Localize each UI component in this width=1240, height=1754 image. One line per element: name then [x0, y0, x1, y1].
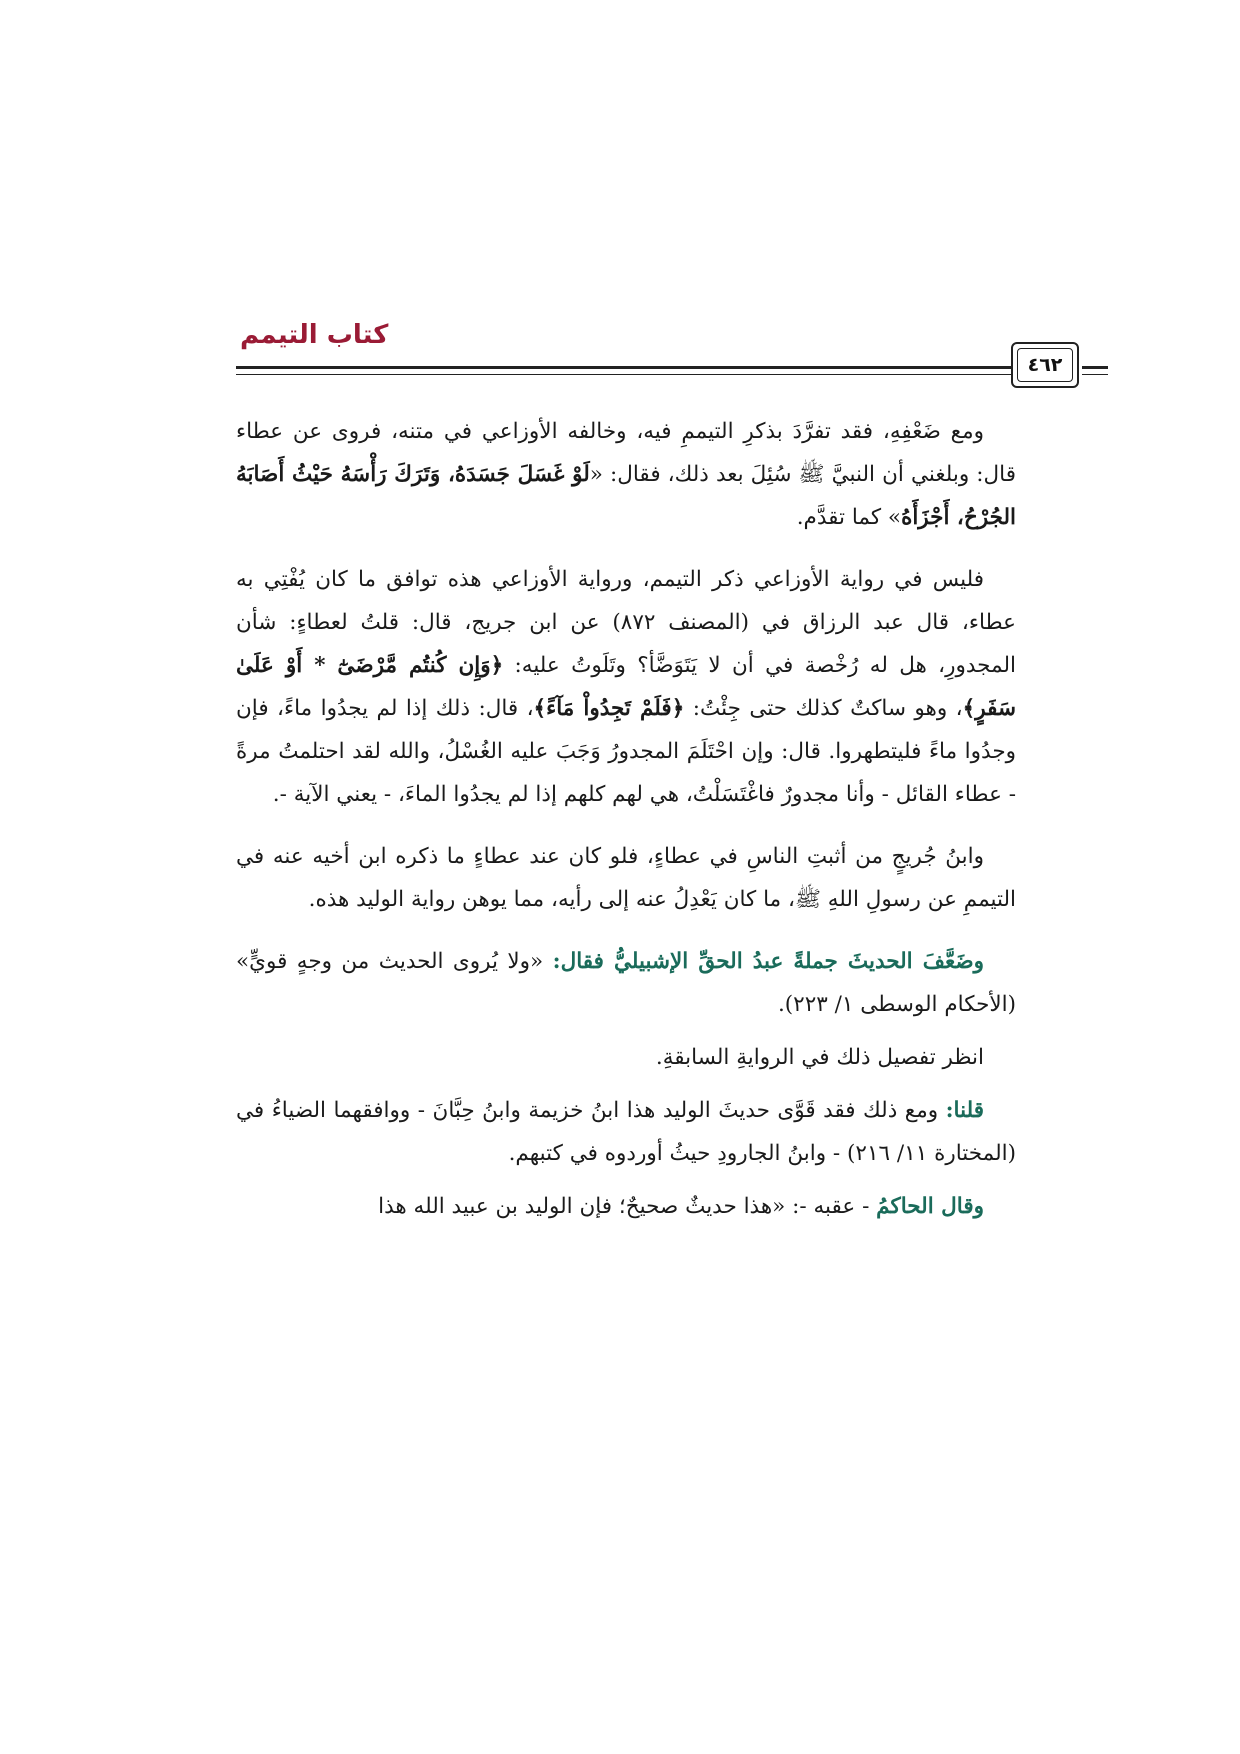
paragraph-6: [236, 1089, 1016, 1175]
page-number-frame: [1011, 342, 1079, 388]
header-rule-thick-right: [1082, 366, 1108, 369]
main-text: [236, 410, 1016, 1238]
section-label: وقال الحاكمُ: [876, 1194, 984, 1219]
paragraph-4: [236, 940, 1016, 1026]
paragraph-5: [236, 1036, 1016, 1079]
header-rule-thin: [236, 374, 1012, 375]
page-header: [236, 318, 1063, 398]
paragraph-3: [236, 835, 1016, 921]
header-rule-thick: [236, 366, 1012, 369]
paragraph-text: ، وهو ساكتٌ كذلك حتى جِئْتُ:: [684, 696, 963, 721]
paragraph-text: فليس في رواية الأوزاعي ذكر التيمم، ورواية الأوزاعي هذه توافق ما كان يُفْتِي به عطاء، قال عبد الرزاق في (المصنف ٨٧٢) عن ابن جريج، قال: قلتُ لعطاءٍ: شأن المجدورِ، هل له رُخْصة في أن لا يَتَوَضَّأ؟ وتَلَوتُ عليه:: [236, 567, 1016, 678]
header-rule-thin-right: [1082, 374, 1108, 375]
quran-verse: ﴿وَإِن كُنتُم مَّرْضَىٰٓ * أَوْ عَلَىٰ سَفَرٍ﴾: [236, 653, 1016, 721]
paragraph-text: ومع ذلك فقد قَوَّى حديثَ الوليد هذا ابنُ خزيمة وابنُ حِبَّانَ - ووافقهما الضياءُ في (المختارة ١١/ ٢١٦) - وابنُ الجارودِ حيثُ أوردوه في كتبهم.: [236, 1098, 1016, 1166]
section-label: قلنا:: [945, 1098, 984, 1123]
paragraph-text: «ولا يُروى الحديث من وجهٍ قويٍّ» (الأحكام الوسطى ١/ ٢٢٣).: [236, 949, 1016, 1017]
paragraph-1: [236, 410, 1016, 539]
paragraph-2: [236, 558, 1016, 816]
hadith-quote: لَوْ غَسَلَ جَسَدَهُ، وَتَرَكَ رَأْسَهُ حَيْثُ أَصَابَهُ الجُرْحُ، أَجْزَأَهُ: [236, 462, 1016, 530]
section-label: وضَعَّفَ الحديثَ جملةً عبدُ الحقِّ الإشبيليُّ فقال:: [552, 949, 984, 974]
paragraph-text: » كما تقدَّم.: [796, 505, 902, 530]
paragraph-text: وابنُ جُريجٍ من أثبتِ الناسِ في عطاءٍ، فلو كان عند عطاءٍ ما ذكره ابن أخيه عنه في التيممِ عن رسولِ اللهِ ﷺ، ما كان يَعْدِلُ عنه إلى رأيه، مما يوهن رواية الوليد هذه.: [236, 844, 1016, 912]
paragraph-text: انظر تفصيل ذلك في الروايةِ السابقةِ.: [655, 1045, 984, 1070]
quran-verse: ﴿فَلَمْ تَجِدُواْ مَآءً﴾: [533, 696, 685, 721]
paragraph-text: - عقبه -: «هذا حديثٌ صحيحٌ؛ فإن الوليد بن عبيد الله هذا: [378, 1194, 877, 1219]
page-number: ٤٦٢: [1027, 354, 1063, 376]
paragraph-text: ، قال: ذلك إذا لم يجدُوا ماءً، فإن وجدُوا ماءً فليتطهروا. قال: وإن احْتَلَمَ المجدورُ وَجَبَ عليه الغُسْلُ، والله لقد احتلمتُ مرةً - عطاء القائل - وأنا مجدورٌ فاغْتَسَلْتُ، هي لهم كلهم إذا لم يجدُوا الماءَ، - يعني الآية -.: [236, 696, 1016, 807]
paragraph-7: [236, 1185, 1016, 1228]
chapter-title: كتاب التيمم: [240, 320, 389, 350]
paragraph-text: ومع ضَعْفِهِ، فقد تفرَّدَ بذكرِ التيممِ فيه، وخالفه الأوزاعي في متنه، فروى عن عطاء قال: وبلغني أن النبيَّ ﷺ سُئِلَ بعد ذلك، فقال: «: [236, 419, 1017, 487]
